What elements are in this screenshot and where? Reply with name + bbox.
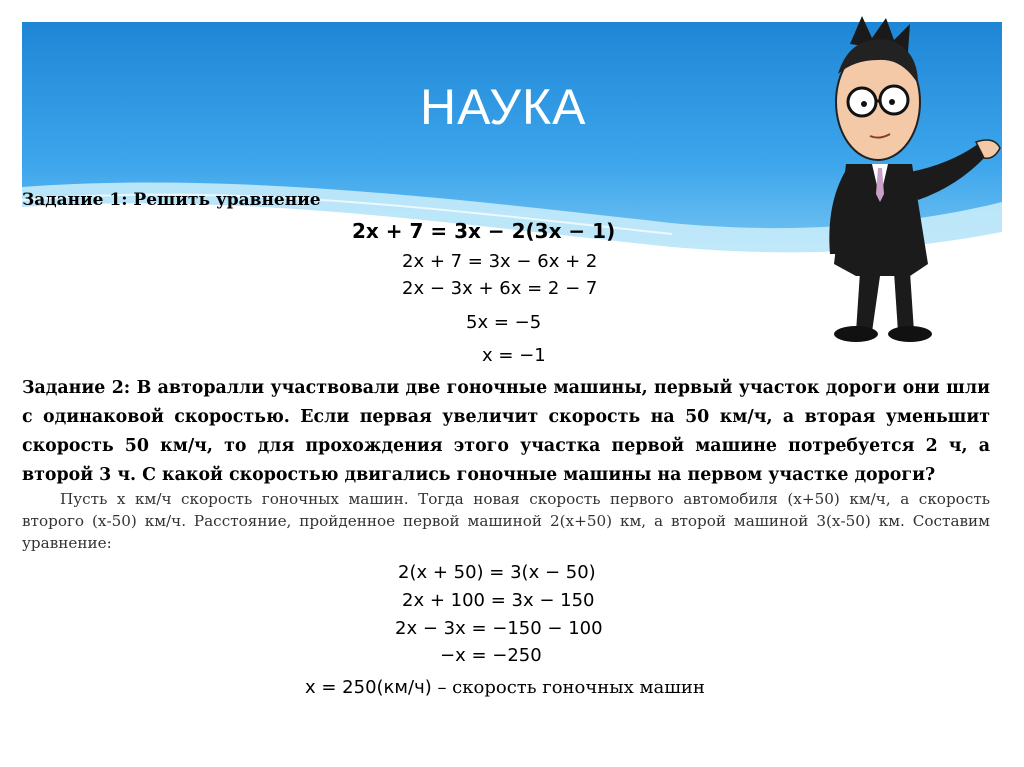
- task2-step: 2(x + 50) = 3(x − 50): [398, 562, 596, 583]
- task2-step: 2x − 3x = −150 − 100: [395, 618, 603, 639]
- task2-solution: Пусть х км/ч скорость гоночных машин. Тогда новая скорость первого автомобиля (х+50) км/ч, а скорость второго (х-50) км/ч. Расстояние, пройденное первой машиной 2(х+50) км, а второй машиной 3(х-50) км. Составим уравнение:: [22, 490, 990, 552]
- task1-step: 5x = −5: [466, 312, 542, 333]
- task1-heading: Задание 1: Решить уравнение: [22, 190, 321, 210]
- answer-text: – скорость гоночных машин: [431, 677, 705, 698]
- task1-step: x = −1: [482, 345, 546, 366]
- slide-title: НАУКА: [420, 79, 587, 135]
- task2-step: −x = −250: [440, 645, 542, 666]
- professor-illustration: [790, 14, 1002, 344]
- task2-answer: [305, 677, 705, 698]
- answer-math: x = 250(км/ч): [305, 677, 432, 698]
- task1-step: 2x + 7 = 3x − 6x + 2: [402, 251, 598, 272]
- task1-equation: 2x + 7 = 3x − 2(3x − 1): [352, 219, 616, 243]
- task1-step: 2x − 3x + 6x = 2 − 7: [402, 278, 598, 299]
- task2-step: 2x + 100 = 3x − 150: [402, 590, 595, 611]
- task2-text: Задание 2: В авторалли участвовали две гоночные машины, первый участок дороги они шли с одинаковой скоростью. Если первая увеличит скорость на 50 км/ч, а вторая уменьшит скорость 50 км/ч, то для прохождения этого участка первой машине потребуется 2 ч, а второй 3 ч. С какой скоростью двигались гоночные машины на первом участке дороги?: [22, 378, 990, 485]
